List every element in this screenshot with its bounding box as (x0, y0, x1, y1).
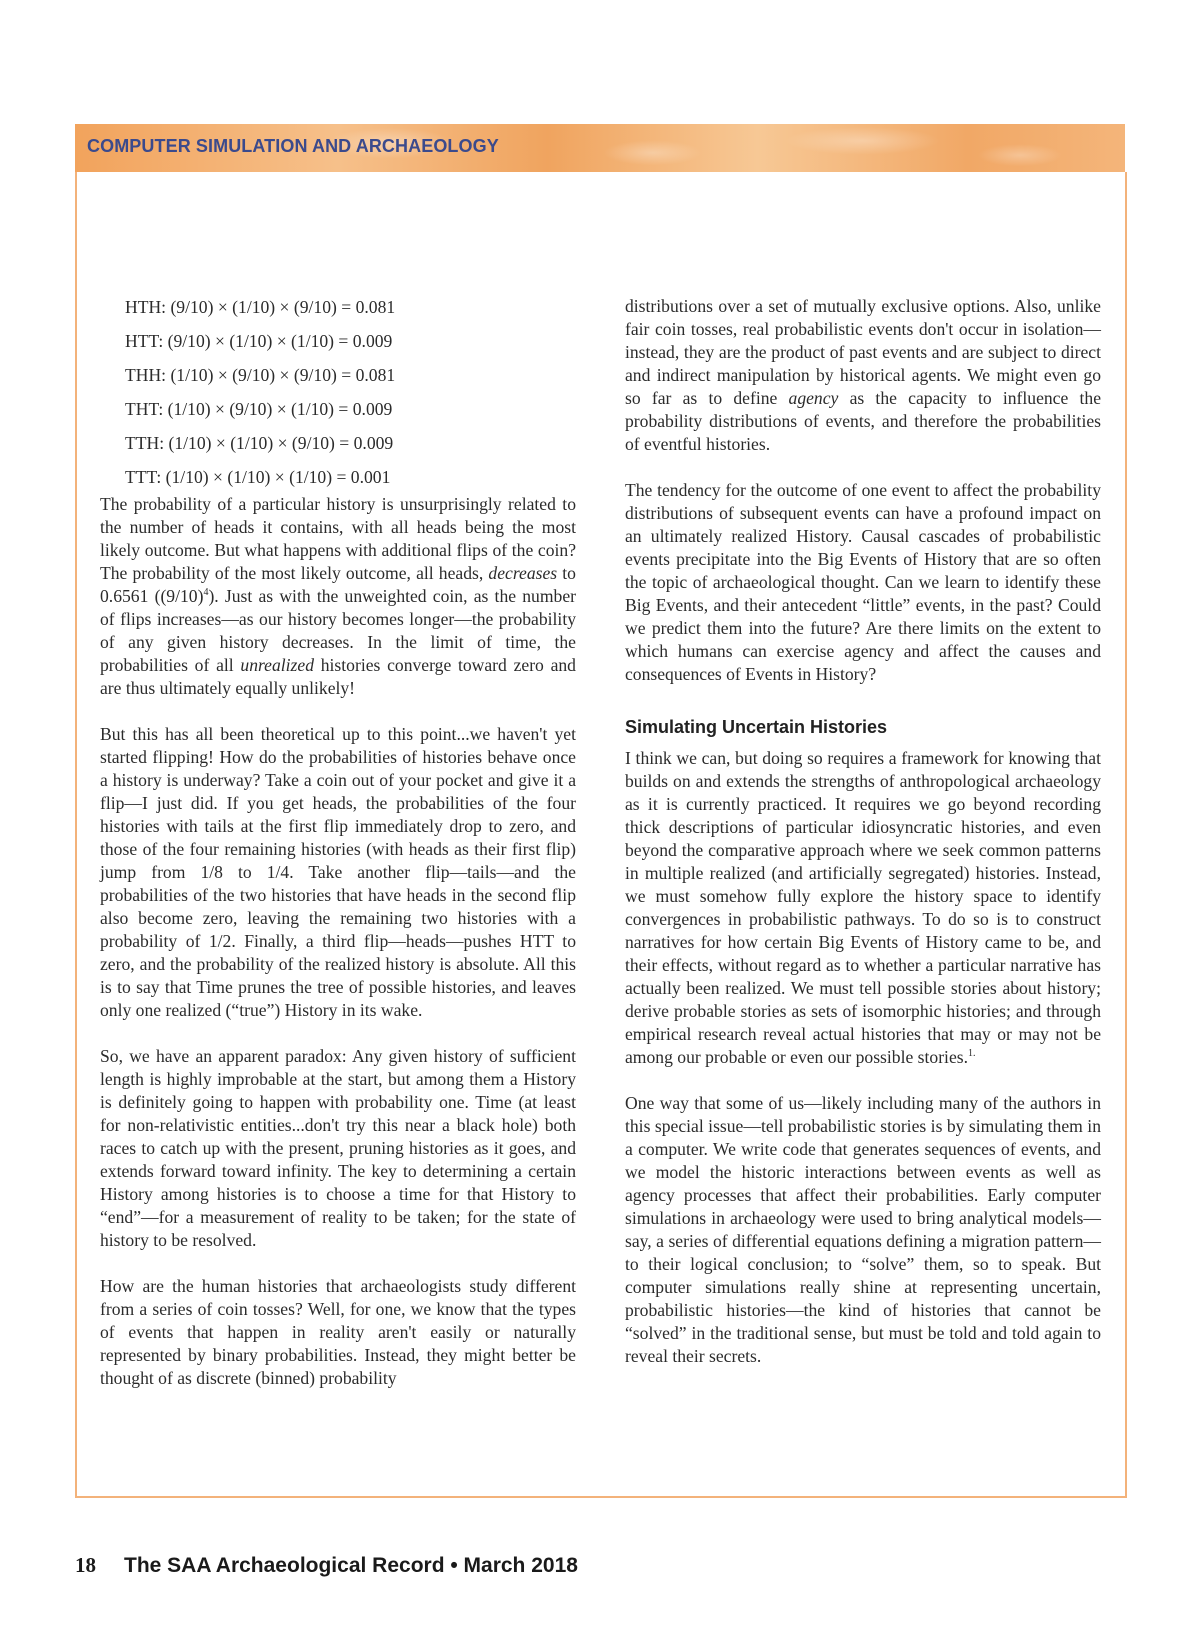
emphasis: unrealized (240, 655, 315, 675)
equation-line: TTH: (1/10) × (1/10) × (9/10) = 0.009 (125, 433, 394, 453)
paragraph (100, 493, 576, 700)
section-heading: Simulating Uncertain Histories (625, 717, 888, 737)
emphasis: decreases (488, 563, 558, 583)
equation-line: HTT: (9/10) × (1/10) × (1/10) = 0.009 (125, 331, 393, 351)
equation-line: THT: (1/10) × (9/10) × (1/10) = 0.009 (125, 399, 393, 419)
emphasis: agency (788, 388, 839, 408)
text-run: The probability of a particular history is unsurprisingly related to the number of heads it contains, with all heads being the most likely outcome. But what happens with additional flips of the coin? The probability of the most likely outcome, all heads, (100, 494, 576, 583)
paragraph (625, 747, 1101, 1069)
equation-line: THH: (1/10) × (9/10) × (9/10) = 0.081 (125, 365, 396, 385)
publication-name: The SAA Archaeological Record • March 2018 (124, 1554, 578, 1577)
page-footer (75, 1553, 578, 1578)
paragraph: The tendency for the outcome of one event to affect the probability distributions of subsequent events can have a profound impact on an ultimately realized History. Causal cascades of probabilistic events precipitate into the Big Events of History that are so often the topic of archaeological thought. Can we learn to identify these Big Events, and their antecedent “little” events, in the past? Could we predict them into the future? Are there limits on the extent to which humans can exercise agency and affect the causes and consequences of Events in History? (625, 480, 1101, 684)
text-run: histories converge toward zero and are thus ultimately equally unlikely! (100, 655, 576, 698)
superscript: 4 (203, 587, 209, 599)
section-title: COMPUTER SIMULATION AND ARCHAEOLOGY (87, 136, 499, 156)
text-run: to 0.6561 ((9/10) (100, 563, 576, 606)
equation-line: TTT: (1/10) × (1/10) × (1/10) = 0.001 (125, 467, 391, 487)
text-run: I think we can, but doing so requires a framework for knowing that builds on and extends the strengths of anthropological archaeology as it is currently practiced. It requires we go beyond recording thick descriptions of particular idiosyncratic histories, and even beyond the comparative approach where we seek common patterns in multiple realized (and artificially segregated) histories. Instead, we must somehow fully explore the history space to identify convergences in probabilistic pathways. To do so is to construct narratives for how certain Big Events of History came to be, and their effects, without regard as to whether a particular narrative has actually been realized. We must tell possible stories about history; derive probable stories as sets of isomorphic histories; and through empirical research reveal actual histories that may or may not be among our probable or even our possible stories. (625, 748, 1101, 1067)
left-column (100, 295, 576, 1413)
text-run: ). Just as with the unweighted coin, as the number of flips increases—as our history becomes longer—the probability of any given history decreases. In the limit of time, the probabilities of all (100, 586, 576, 675)
paragraph (625, 295, 1101, 456)
equation-line: HTH: (9/10) × (1/10) × (9/10) = 0.081 (125, 297, 396, 317)
paragraph: But this has all been theoretical up to this point...we haven't yet started flipping! How do the probabilities of histories behave once a history is underway? Take a coin out of your pocket and give it a flip—I just did. If you get heads, the probabilities of the four histories with tails at the first flip immediately drop to zero, and those of the four remaining histories (with heads as their first flip) jump from 1/8 to 1/4. Take another flip—tails—and the probabilities of the two histories that have heads in the second flip also become zero, leaving the remaining two histories with a probability of 1/2. Finally, a third flip—heads—pushes HTT to zero, and the probability of the realized history is absolute. All this is to say that Time prunes the tree of possible histories, and leaves only one realized (“true”) History in its wake. (100, 724, 576, 1020)
footnote-marker: 1. (968, 1048, 976, 1060)
right-column (625, 295, 1101, 1391)
paragraph: So, we have an apparent paradox: Any given history of sufficient length is highly improbable at the start, but among them a History is definitely going to happen with probability one. Time (at least for non-relativistic entities...don't try this near a black hole) both races to catch up with the present, pruning histories as it goes, and extends forward toward infinity. The key to determining a certain History among histories is to choose a time for that History to “end”—for a measurement of reality to be taken; for the state of history to be resolved. (100, 1046, 576, 1250)
paragraph: How are the human histories that archaeologists study different from a series of coin tosses? Well, for one, we know that the types of events that happen in reality aren't easily or naturally represented by binary probabilities. Instead, they might better be thought of as discrete (binned) probability (100, 1276, 576, 1388)
section-banner (75, 124, 1125, 172)
paragraph: One way that some of us—likely including many of the authors in this special issue—tell probabilistic stories is by simulating them in a computer. We write code that generates sequences of events, and we model the historic interactions between events as well as agency processes that affect their probabilities. Early computer simulations in archaeology were used to bring analytical models—say, a series of differential equations defining a migration pattern—to their logical conclusion; to “solve” them, so to speak. But computer simulations really shine at representing uncertain, probabilistic histories—the kind of histories that cannot be “solved” in the traditional sense, but must be told and told again to reveal their secrets. (625, 1093, 1101, 1366)
page-number: 18 (75, 1553, 96, 1577)
text-run: as the capacity to influence the probability distributions of events, and therefore the probabilities of eventful histories. (625, 388, 1102, 454)
text-run: distributions over a set of mutually exclusive options. Also, unlike fair coin tosses, real probabilistic events don't occur in isolation—instead, they are the product of past events and are subject to direct and indirect manipulation by historical agents. We might even go so far as to define (625, 296, 1101, 408)
